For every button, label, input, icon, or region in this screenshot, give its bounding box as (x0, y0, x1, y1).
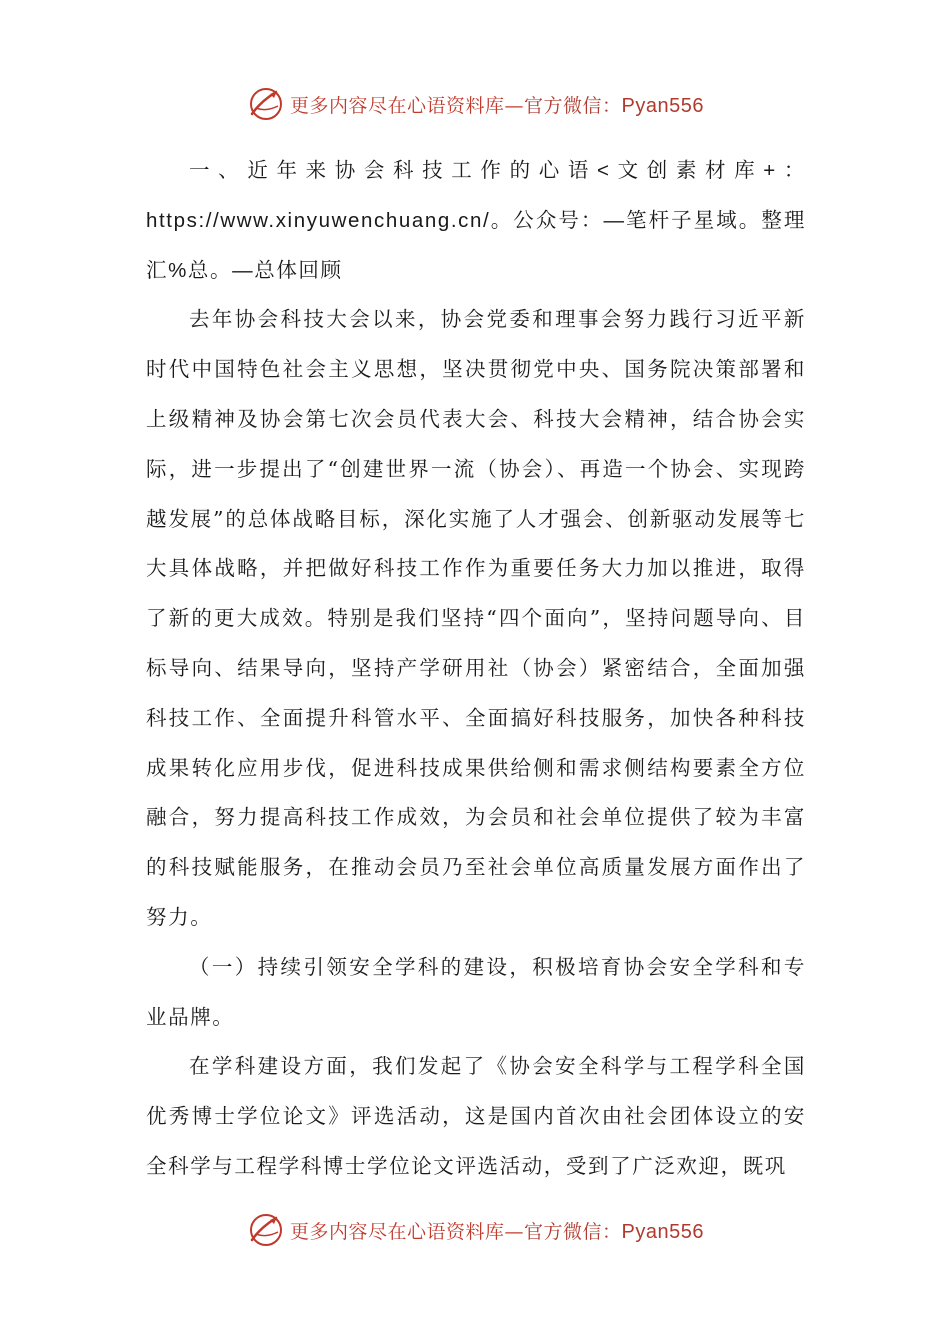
footer-banner-slogan: 更多内容尽在心语资料库— (290, 1220, 525, 1243)
header-banner (0, 84, 950, 124)
header-wechat-label: 官方微信： (524, 94, 622, 117)
header-wechat-id: Pyan556 (621, 94, 704, 117)
paragraph-section-heading: 一、近年来协会科技工作的心语<文创素材库+：https://www.xinyuwenchuang.cn/。公众号：—笔杆子星域。整理汇%总。—总体回顾 (146, 159, 806, 282)
footer-banner (0, 1210, 950, 1250)
pen-logo-icon (246, 1210, 286, 1250)
footer-banner-text (290, 1217, 704, 1244)
header-banner-text (290, 91, 704, 118)
paragraph-discipline-building: 在学科建设方面，我们发起了《协会安全科学与工程学科全国优秀博士学位论文》评选活动，这是国内首次由社会团体设立的安全科学与工程学科博士学位论文评选活动，受到了广泛欢迎，既巩 (146, 1054, 806, 1178)
paragraph-subheading-1: （一）持续引领安全学科的建设，积极培育协会安全学科和专业品牌。 (146, 954, 806, 1029)
footer-banner-content (246, 1210, 704, 1250)
header-banner-content (246, 84, 704, 124)
footer-wechat-label: 官方微信： (524, 1220, 622, 1243)
paragraph-review: 去年协会科技大会以来，协会党委和理事会努力践行习近平新时代中国特色社会主义思想，坚决贯彻党中央、国务院决策部署和上级精神及协会第七次会员代表大会、科技大会精神，结合协会实际，进一步提出了“创建世界一流（协会）、再造一个协会、实现跨越发展”的总体战略目标，深化实施了人才强会、创新驱动发展等七大具体战略，并把做好科技工作作为重要任务大力加以推进，取得了新的更大成效。特别是我们坚持“四个面向”，坚持问题导向、目标导向、结果导向，坚持产学研用社（协会）紧密结合，全面加强科技工作、全面提升科管水平、全面搞好科技服务，加快各种科技成果转化应用步伐，促进科技成果供给侧和需求侧结构要素全方位融合，努力提高科技工作成效，为会员和社会单位提供了较为丰富的科技赋能服务，在推动会员乃至社会单位高质量发展方面作出了努力。 (146, 307, 806, 929)
footer-wechat-id: Pyan556 (621, 1220, 704, 1243)
pen-logo-icon (246, 84, 286, 124)
document-body (146, 146, 806, 1192)
header-banner-slogan: 更多内容尽在心语资料库— (290, 94, 525, 117)
